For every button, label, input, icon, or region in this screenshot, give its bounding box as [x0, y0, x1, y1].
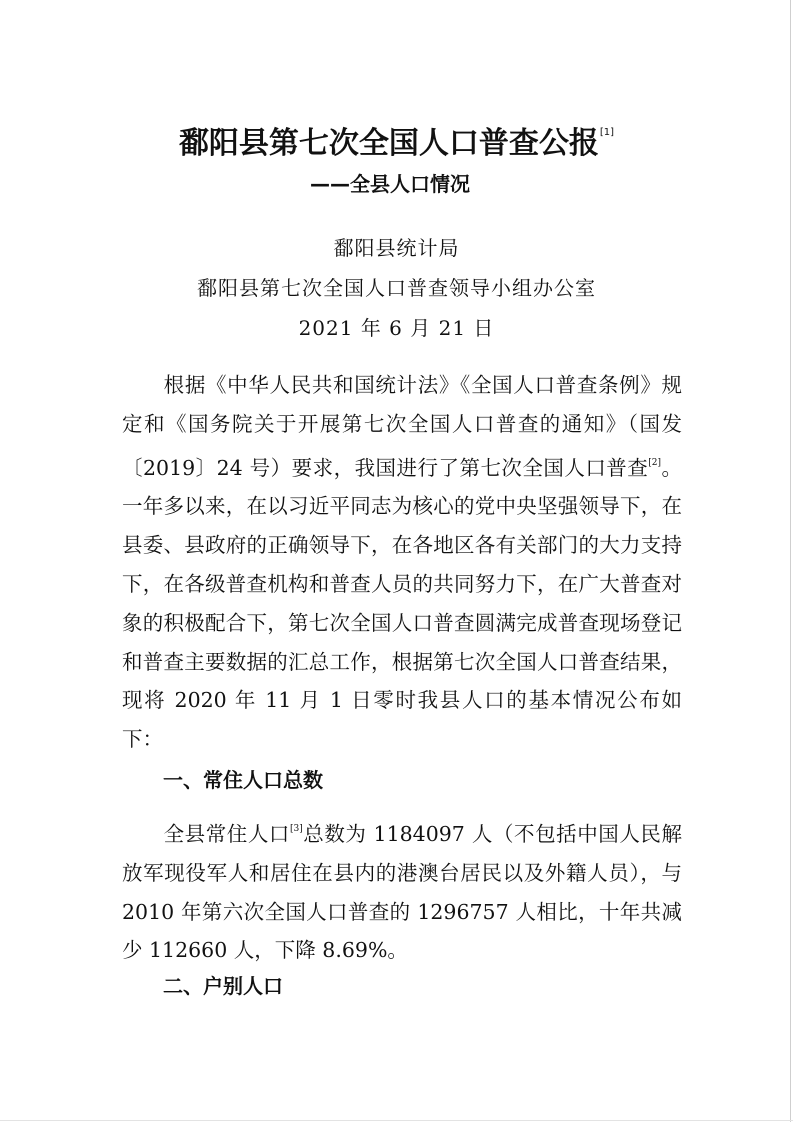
population-text-a: 全县常住人口	[163, 822, 290, 846]
title-footnote-ref[interactable]: [1]	[599, 127, 615, 138]
population-paragraph	[122, 810, 682, 970]
section-heading-1: 一、常住人口总数	[163, 768, 323, 792]
intro-text-a: 根据《中华人民共和国统计法》《全国人口普查条例》规定和《国务院关于开展第七次全国人口普查的通知》（国发〔2019〕24 号）要求，我国进行了第七次全国人口普查	[122, 373, 682, 480]
issuer-census-office: 鄱阳县第七次全国人口普查领导小组办公室	[197, 276, 596, 300]
issuer-statistics-bureau: 鄱阳县统计局	[333, 236, 460, 260]
page-edge-bottom	[0, 1120, 793, 1121]
footnote-ref-3[interactable]: [3]	[289, 824, 303, 834]
population-text-b: 总数为 1184097 人（不包括中国人民解放军现役军人和居住在县内的港澳台居民以及外籍人员），与 2010 年第六次全国人口普查的 1296757 人相比，十年共减少 112660 人，下降 8.69%。	[122, 822, 682, 963]
footnote-ref-2[interactable]: [2]	[648, 457, 662, 468]
page-edge	[790, 0, 791, 1122]
document-title	[0, 118, 793, 162]
section-heading-2: 二、户别人口	[163, 974, 283, 998]
title-text: 鄱阳县第七次全国人口普查公报	[178, 126, 599, 161]
document-subtitle: ——全县人口情况	[310, 172, 470, 196]
publish-date: 2021 年 6 月 21 日	[298, 316, 495, 340]
intro-text-b: 。一年多以来，在以习近平同志为核心的党中央坚强领导下，在县委、县政府的正确领导下，在各地区各有关部门的大力支持下，在各级普查机构和普查人员的共同努力下，在广大普查对象的积极配合下，第七次全国人口普查圆满完成普查现场登记和普查主要数据的汇总工作，根据第七次全国人口普查结果，现将 2020 年 11 月 1 日零时我县人口的基本情况公布如下：	[122, 455, 682, 752]
intro-paragraph	[122, 366, 682, 759]
